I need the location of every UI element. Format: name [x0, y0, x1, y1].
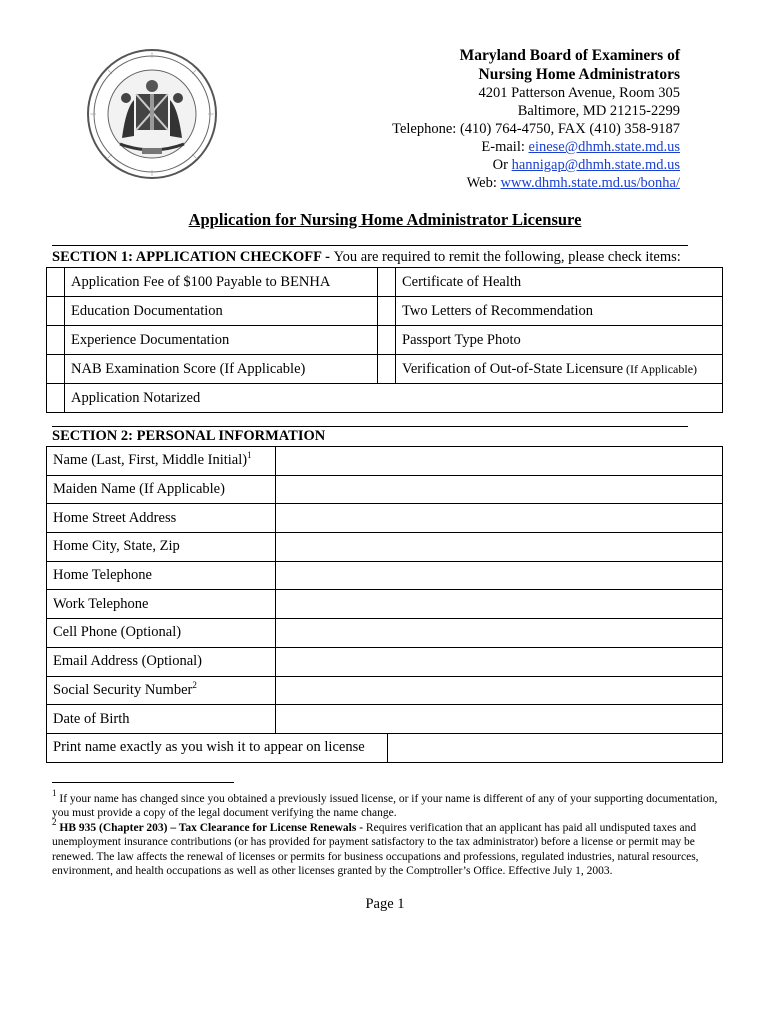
section1-rule [52, 245, 688, 246]
footnote-ref: 2 [192, 679, 197, 690]
personal-info-row [47, 705, 723, 734]
checkbox[interactable] [47, 384, 65, 413]
home-city-field[interactable] [276, 533, 723, 562]
footnote-1: $^1$ If your name has changed since you obtained a previously issued license, or if your name is different of any of your supporting documentation, you must provide a copy of the legal document verifying the name change. [52, 788, 718, 820]
address-line2: Baltimore, MD 21215-2299 [517, 103, 680, 119]
checkoff-item-label: Application Fee of $100 Payable to BENHA [65, 268, 378, 297]
checkoff-item-label: NAB Examination Score (If Applicable) [65, 355, 378, 384]
maryland-seal-logo [86, 48, 218, 180]
email-link-1[interactable]: einese@dhmh.state.md.us [528, 139, 680, 155]
checkbox[interactable] [378, 355, 396, 384]
email-line-2: Or hannigap@dhmh.state.md.us [492, 157, 680, 173]
checkoff-row [47, 326, 723, 355]
section1-heading-line [52, 249, 681, 266]
checkbox[interactable] [47, 297, 65, 326]
checkoff-row [47, 384, 723, 413]
checkoff-item-label: Application Notarized [65, 384, 723, 413]
cell-phone-field[interactable] [276, 619, 723, 648]
form-title: Application for Nursing Home Administrator Licensure [188, 210, 582, 229]
board-header [392, 46, 680, 192]
personal-info-row [47, 619, 723, 648]
checkbox[interactable] [47, 355, 65, 384]
personal-info-row [47, 590, 723, 619]
field-label: Maiden Name (If Applicable) [47, 475, 276, 504]
section2-rule [52, 426, 688, 427]
checkoff-table [46, 267, 723, 413]
field-label: Date of Birth [47, 705, 276, 734]
checkbox[interactable] [378, 297, 396, 326]
board-name-line1: Maryland Board of Examiners of [459, 47, 680, 64]
checkoff-row [47, 297, 723, 326]
address-line1: 4201 Patterson Avenue, Room 305 [478, 85, 680, 101]
email-field[interactable] [276, 647, 723, 676]
checkoff-item-label: Certificate of Health [396, 268, 723, 297]
email-line: E-mail: einese@dhmh.state.md.us [481, 139, 680, 155]
footnote-2: $^2$ HB 935 (Chapter 203) – Tax Clearance for License Renewals - Requires verification that an applicant has paid all undisputed taxes and unemployment insurance contributions (or has provided for payment satisfactory to the tax administrator) before a license or permit may be renewed. The law affects the renewal of licenses or permits for business occupations and professions, regulated industries, natural resources, environment, and health occupations as well as other licenses granted by the Comptroller’s Office. Effective July 1, 2003. [52, 817, 699, 877]
checkoff-item-label: Verification of Out-of-State Licensure (If Applicable) [396, 355, 723, 384]
checkoff-item-label: Two Letters of Recommendation [396, 297, 723, 326]
personal-info-row [47, 676, 723, 705]
checkbox[interactable] [47, 268, 65, 297]
checkoff-row [47, 268, 723, 297]
work-phone-field[interactable] [276, 590, 723, 619]
home-phone-field[interactable] [276, 561, 723, 590]
field-label: Print name exactly as you wish it to appear on license [47, 733, 388, 762]
name-field[interactable] [276, 447, 723, 476]
maiden-name-field[interactable] [276, 475, 723, 504]
field-label: Home Telephone [47, 561, 276, 590]
web-link[interactable]: www.dhmh.state.md.us/bonha/ [500, 175, 680, 191]
personal-info-row [47, 533, 723, 562]
field-label: Social Security Number$^2$ [47, 676, 276, 705]
home-street-field[interactable] [276, 504, 723, 533]
personal-info-row [47, 447, 723, 476]
section1-instruction: You are required to remit the following, please check items: [333, 249, 681, 265]
phone-fax-line: Telephone: (410) 764-4750, FAX (410) 358-9187 [392, 121, 680, 137]
footnote-ref: 1 [247, 450, 252, 461]
personal-info-row [47, 475, 723, 504]
checkoff-item-label: Education Documentation [65, 297, 378, 326]
checkbox[interactable] [378, 268, 396, 297]
checkoff-row [47, 355, 723, 384]
personal-info-row [47, 561, 723, 590]
field-label: Home City, State, Zip [47, 533, 276, 562]
page-number: Page 1 [365, 896, 405, 912]
field-label: Name (Last, First, Middle Initial)$^1$ [47, 447, 276, 476]
checkbox[interactable] [378, 326, 396, 355]
ssn-field[interactable] [276, 676, 723, 705]
date-of-birth-field[interactable] [276, 705, 723, 734]
personal-info-row [47, 504, 723, 533]
personal-info-table [46, 446, 723, 763]
field-label: Work Telephone [47, 590, 276, 619]
board-name-line2: Nursing Home Administrators [478, 66, 680, 83]
checkbox[interactable] [47, 326, 65, 355]
checkoff-item-label: Passport Type Photo [396, 326, 723, 355]
section1-heading: SECTION 1: APPLICATION CHECKOFF - [52, 249, 334, 265]
checkoff-item-label: Experience Documentation [65, 326, 378, 355]
print-name-field[interactable] [388, 733, 723, 762]
footnote-rule [52, 782, 234, 783]
field-label: Home Street Address [47, 504, 276, 533]
email-link-2[interactable]: hannigap@dhmh.state.md.us [511, 157, 680, 173]
section2-heading: SECTION 2: PERSONAL INFORMATION [52, 428, 326, 444]
if-applicable-note: (If Applicable) [623, 361, 698, 376]
field-label: Cell Phone (Optional) [47, 619, 276, 648]
web-line: Web: www.dhmh.state.md.us/bonha/ [466, 175, 680, 191]
personal-info-row [47, 733, 723, 762]
field-label: Email Address (Optional) [47, 647, 276, 676]
personal-info-row [47, 647, 723, 676]
